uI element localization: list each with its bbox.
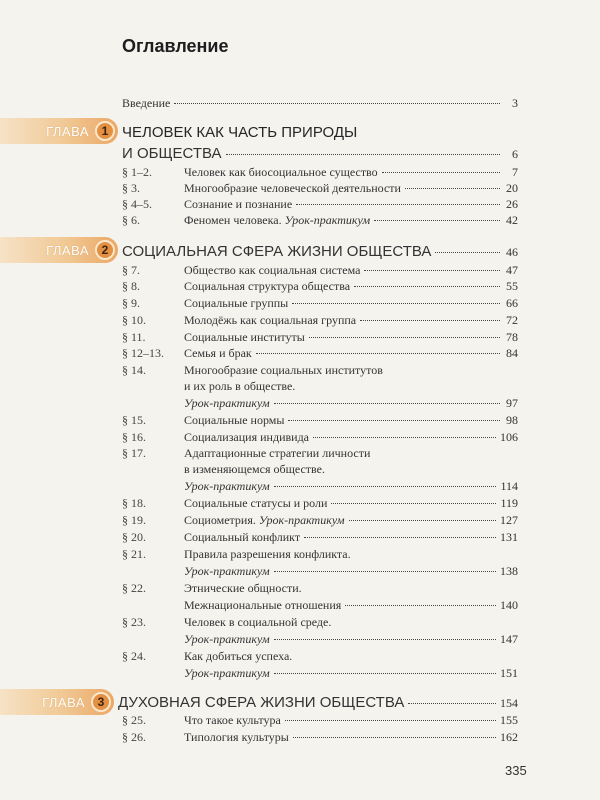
entry-text: Феномен человека. xyxy=(184,213,282,227)
toc-entry-continuation[interactable] xyxy=(184,479,518,494)
toc-entry-continuation xyxy=(184,379,518,394)
entry-text: Общество как социальная система xyxy=(184,263,361,277)
leader-dots xyxy=(226,154,500,155)
entry-text: Социометрия. xyxy=(184,513,256,527)
entry-page: 47 xyxy=(506,263,518,277)
entry-page: 26 xyxy=(506,197,518,211)
leader-dots xyxy=(288,420,500,421)
toc-entry[interactable] xyxy=(122,213,518,228)
entry-page: 3 xyxy=(512,96,518,110)
chapter-2-title[interactable] xyxy=(122,243,518,260)
chapter-2-badge xyxy=(0,237,118,263)
chapter-3-title[interactable] xyxy=(118,694,518,711)
toc-entry-multiline[interactable] xyxy=(122,363,518,378)
chapter-label: ГЛАВА xyxy=(46,123,89,139)
leader-dots xyxy=(285,720,496,721)
leader-dots xyxy=(274,403,500,404)
section-number: § 16. xyxy=(122,430,146,444)
entry-page: 151 xyxy=(500,666,518,680)
chapter-number: 1 xyxy=(95,121,115,141)
entry-page: 20 xyxy=(506,181,518,195)
entry-text: Сознание и познание xyxy=(184,197,293,211)
entry-text: Социальные группы xyxy=(184,296,289,310)
toc-entry[interactable] xyxy=(122,165,518,180)
section-number: § 22. xyxy=(122,581,146,595)
section-number: § 12–13. xyxy=(122,346,164,360)
chapter-number: 3 xyxy=(91,692,111,712)
section-number: § 23. xyxy=(122,615,146,629)
leader-dots xyxy=(313,437,496,438)
entry-page: 127 xyxy=(500,513,518,527)
section-number: § 17. xyxy=(122,446,146,460)
entry-text: Семья и брак xyxy=(184,346,252,360)
entry-text: Социальный конфликт xyxy=(184,530,301,544)
toc-entry-multiline[interactable] xyxy=(122,446,518,461)
entry-page: 7 xyxy=(512,165,518,179)
section-number: § 8. xyxy=(122,279,140,293)
entry-text: Введение xyxy=(122,96,171,110)
section-number: § 11. xyxy=(122,330,146,344)
section-number: § 15. xyxy=(122,413,146,427)
section-number: § 26. xyxy=(122,730,146,744)
section-number: § 10. xyxy=(122,313,146,327)
entry-text: Что такое культура xyxy=(184,713,281,727)
entry-page: 147 xyxy=(500,632,518,646)
toc-entry-continuation xyxy=(184,462,518,477)
section-number: § 19. xyxy=(122,513,146,527)
entry-text-italic: Урок-практикум xyxy=(258,513,345,527)
entry-page: 72 xyxy=(506,313,518,327)
toc-entry-continuation[interactable] xyxy=(184,396,518,411)
toc-entry[interactable] xyxy=(122,430,518,445)
leader-dots xyxy=(292,303,500,304)
leader-dots xyxy=(382,172,500,173)
entry-text: Социальные статусы и роли xyxy=(184,496,328,510)
toc-entry[interactable] xyxy=(122,330,518,345)
chapter-1-title[interactable]: ЧЕЛОВЕК КАК ЧАСТЬ ПРИРОДЫ xyxy=(122,124,358,141)
toc-entry[interactable] xyxy=(122,513,518,528)
entry-page: 106 xyxy=(500,430,518,444)
entry-page: 131 xyxy=(500,530,518,544)
section-number: § 18. xyxy=(122,496,146,510)
entry-page: 154 xyxy=(500,696,518,710)
entry-page: 98 xyxy=(506,413,518,427)
toc-entry-multiline[interactable] xyxy=(122,547,518,562)
chapter-title: ДУХОВНАЯ СФЕРА ЖИЗНИ ОБЩЕСТВА xyxy=(118,694,405,711)
entry-text: Этнические общности. xyxy=(184,581,302,595)
chapter-label: ГЛАВА xyxy=(46,242,89,258)
entry-text: Человек в социальной среде. xyxy=(184,615,332,629)
leader-dots xyxy=(304,537,496,538)
entry-page: 42 xyxy=(506,213,518,227)
entry-text: Многообразие человеческой деятельности xyxy=(184,181,401,195)
leader-dots xyxy=(256,353,500,354)
toc-entry-multiline[interactable] xyxy=(122,649,518,664)
page-title: Оглавление xyxy=(122,36,229,56)
entry-page: 140 xyxy=(500,598,518,612)
entry-text-line2: в изменяющемся обществе. xyxy=(184,462,325,476)
section-number: § 9. xyxy=(122,296,140,310)
toc-entry[interactable] xyxy=(122,530,518,545)
entry-text: Человек как биосоциальное существо xyxy=(184,165,378,179)
leader-dots xyxy=(293,737,496,738)
entry-text-italic: Урок-практикум xyxy=(184,479,270,493)
entry-text: Социальные нормы xyxy=(184,413,285,427)
toc-entry-continuation[interactable] xyxy=(184,666,518,681)
entry-text: Социальные институты xyxy=(184,330,305,344)
toc-entry[interactable] xyxy=(122,496,518,511)
section-number: § 14. xyxy=(122,363,146,377)
toc-entry-intro[interactable] xyxy=(122,96,518,111)
toc-entry-continuation[interactable] xyxy=(184,598,518,613)
chapter-title-line2: И ОБЩЕСТВА xyxy=(122,145,222,162)
leader-dots xyxy=(274,486,497,487)
entry-page: 97 xyxy=(506,396,518,410)
section-number: § 21. xyxy=(122,547,146,561)
toc-entry[interactable] xyxy=(122,181,518,196)
entry-text: Правила разрешения конфликта. xyxy=(184,547,351,561)
section-number: § 20. xyxy=(122,530,146,544)
entry-page: 155 xyxy=(500,713,518,727)
entry-page: 138 xyxy=(500,564,518,578)
entry-text-italic: Урок-практикум xyxy=(284,213,371,227)
leader-dots xyxy=(274,571,496,572)
leader-dots xyxy=(331,503,496,504)
chapter-label: ГЛАВА xyxy=(42,694,85,710)
leader-dots xyxy=(408,703,496,704)
leader-dots xyxy=(174,103,500,104)
chapter-number: 2 xyxy=(95,240,115,260)
section-number: § 25. xyxy=(122,713,146,727)
entry-page: 84 xyxy=(506,346,518,360)
leader-dots xyxy=(354,286,500,287)
toc-entry[interactable] xyxy=(122,279,518,294)
leader-dots xyxy=(360,320,500,321)
entry-text: Социализация индивида xyxy=(184,430,310,444)
section-number: § 1–2. xyxy=(122,165,152,179)
entry-text-italic: Урок-практикум xyxy=(184,632,270,646)
chapter-1-badge xyxy=(0,118,118,144)
page-number: 335 xyxy=(505,763,527,778)
section-number: § 3. xyxy=(122,181,140,195)
entry-text-line2: Межнациональные отношения xyxy=(184,598,342,612)
leader-dots xyxy=(405,188,500,189)
section-number: § 24. xyxy=(122,649,146,663)
entry-page: 66 xyxy=(506,296,518,310)
toc-entry-continuation[interactable] xyxy=(184,564,518,579)
chapter-title: СОЦИАЛЬНАЯ СФЕРА ЖИЗНИ ОБЩЕСТВА xyxy=(122,243,432,260)
entry-text-italic: Урок-практикум xyxy=(184,564,270,578)
toc-entry[interactable] xyxy=(122,730,518,745)
toc-entry[interactable] xyxy=(122,197,518,212)
toc-entry-multiline[interactable] xyxy=(122,581,518,596)
entry-page: 114 xyxy=(500,479,518,493)
section-number: § 7. xyxy=(122,263,140,277)
entry-text-line2: и их роль в обществе. xyxy=(184,379,296,393)
leader-dots xyxy=(274,639,496,640)
toc-entry[interactable] xyxy=(122,713,518,728)
toc-entry[interactable] xyxy=(122,263,518,278)
entry-page: 46 xyxy=(506,245,518,259)
entry-text: Адаптационные стратегии личности xyxy=(184,446,371,460)
leader-dots xyxy=(274,673,496,674)
leader-dots xyxy=(296,204,500,205)
section-number: § 6. xyxy=(122,213,140,227)
entry-text-italic: Урок-практикум xyxy=(184,666,270,680)
entry-page: 55 xyxy=(506,279,518,293)
toc-entry-continuation[interactable] xyxy=(184,632,518,647)
leader-dots xyxy=(345,605,496,606)
leader-dots xyxy=(364,270,500,271)
toc-entry-multiline[interactable] xyxy=(122,615,518,630)
toc-entry[interactable] xyxy=(122,313,518,328)
leader-dots xyxy=(309,337,500,338)
entry-text: Молодёжь как социальная группа xyxy=(184,313,357,327)
leader-dots xyxy=(349,520,497,521)
entry-text-italic: Урок-практикум xyxy=(184,396,270,410)
toc-entry[interactable] xyxy=(122,296,518,311)
entry-text: Социальная структура общества xyxy=(184,279,351,293)
leader-dots xyxy=(435,252,500,253)
chapter-3-badge xyxy=(0,689,114,715)
toc-entry[interactable] xyxy=(122,413,518,428)
entry-text: Многообразие социальных институтов xyxy=(184,363,383,377)
entry-text: Типология культуры xyxy=(184,730,289,744)
entry-page: 162 xyxy=(500,730,518,744)
toc-entry[interactable] xyxy=(122,346,518,361)
leader-dots xyxy=(374,220,500,221)
section-number: § 4–5. xyxy=(122,197,152,211)
entry-page: 119 xyxy=(500,496,518,510)
chapter-1-title-line2[interactable] xyxy=(122,145,518,162)
entry-page: 6 xyxy=(512,147,518,161)
entry-page: 78 xyxy=(506,330,518,344)
entry-text: Как добиться успеха. xyxy=(184,649,293,663)
